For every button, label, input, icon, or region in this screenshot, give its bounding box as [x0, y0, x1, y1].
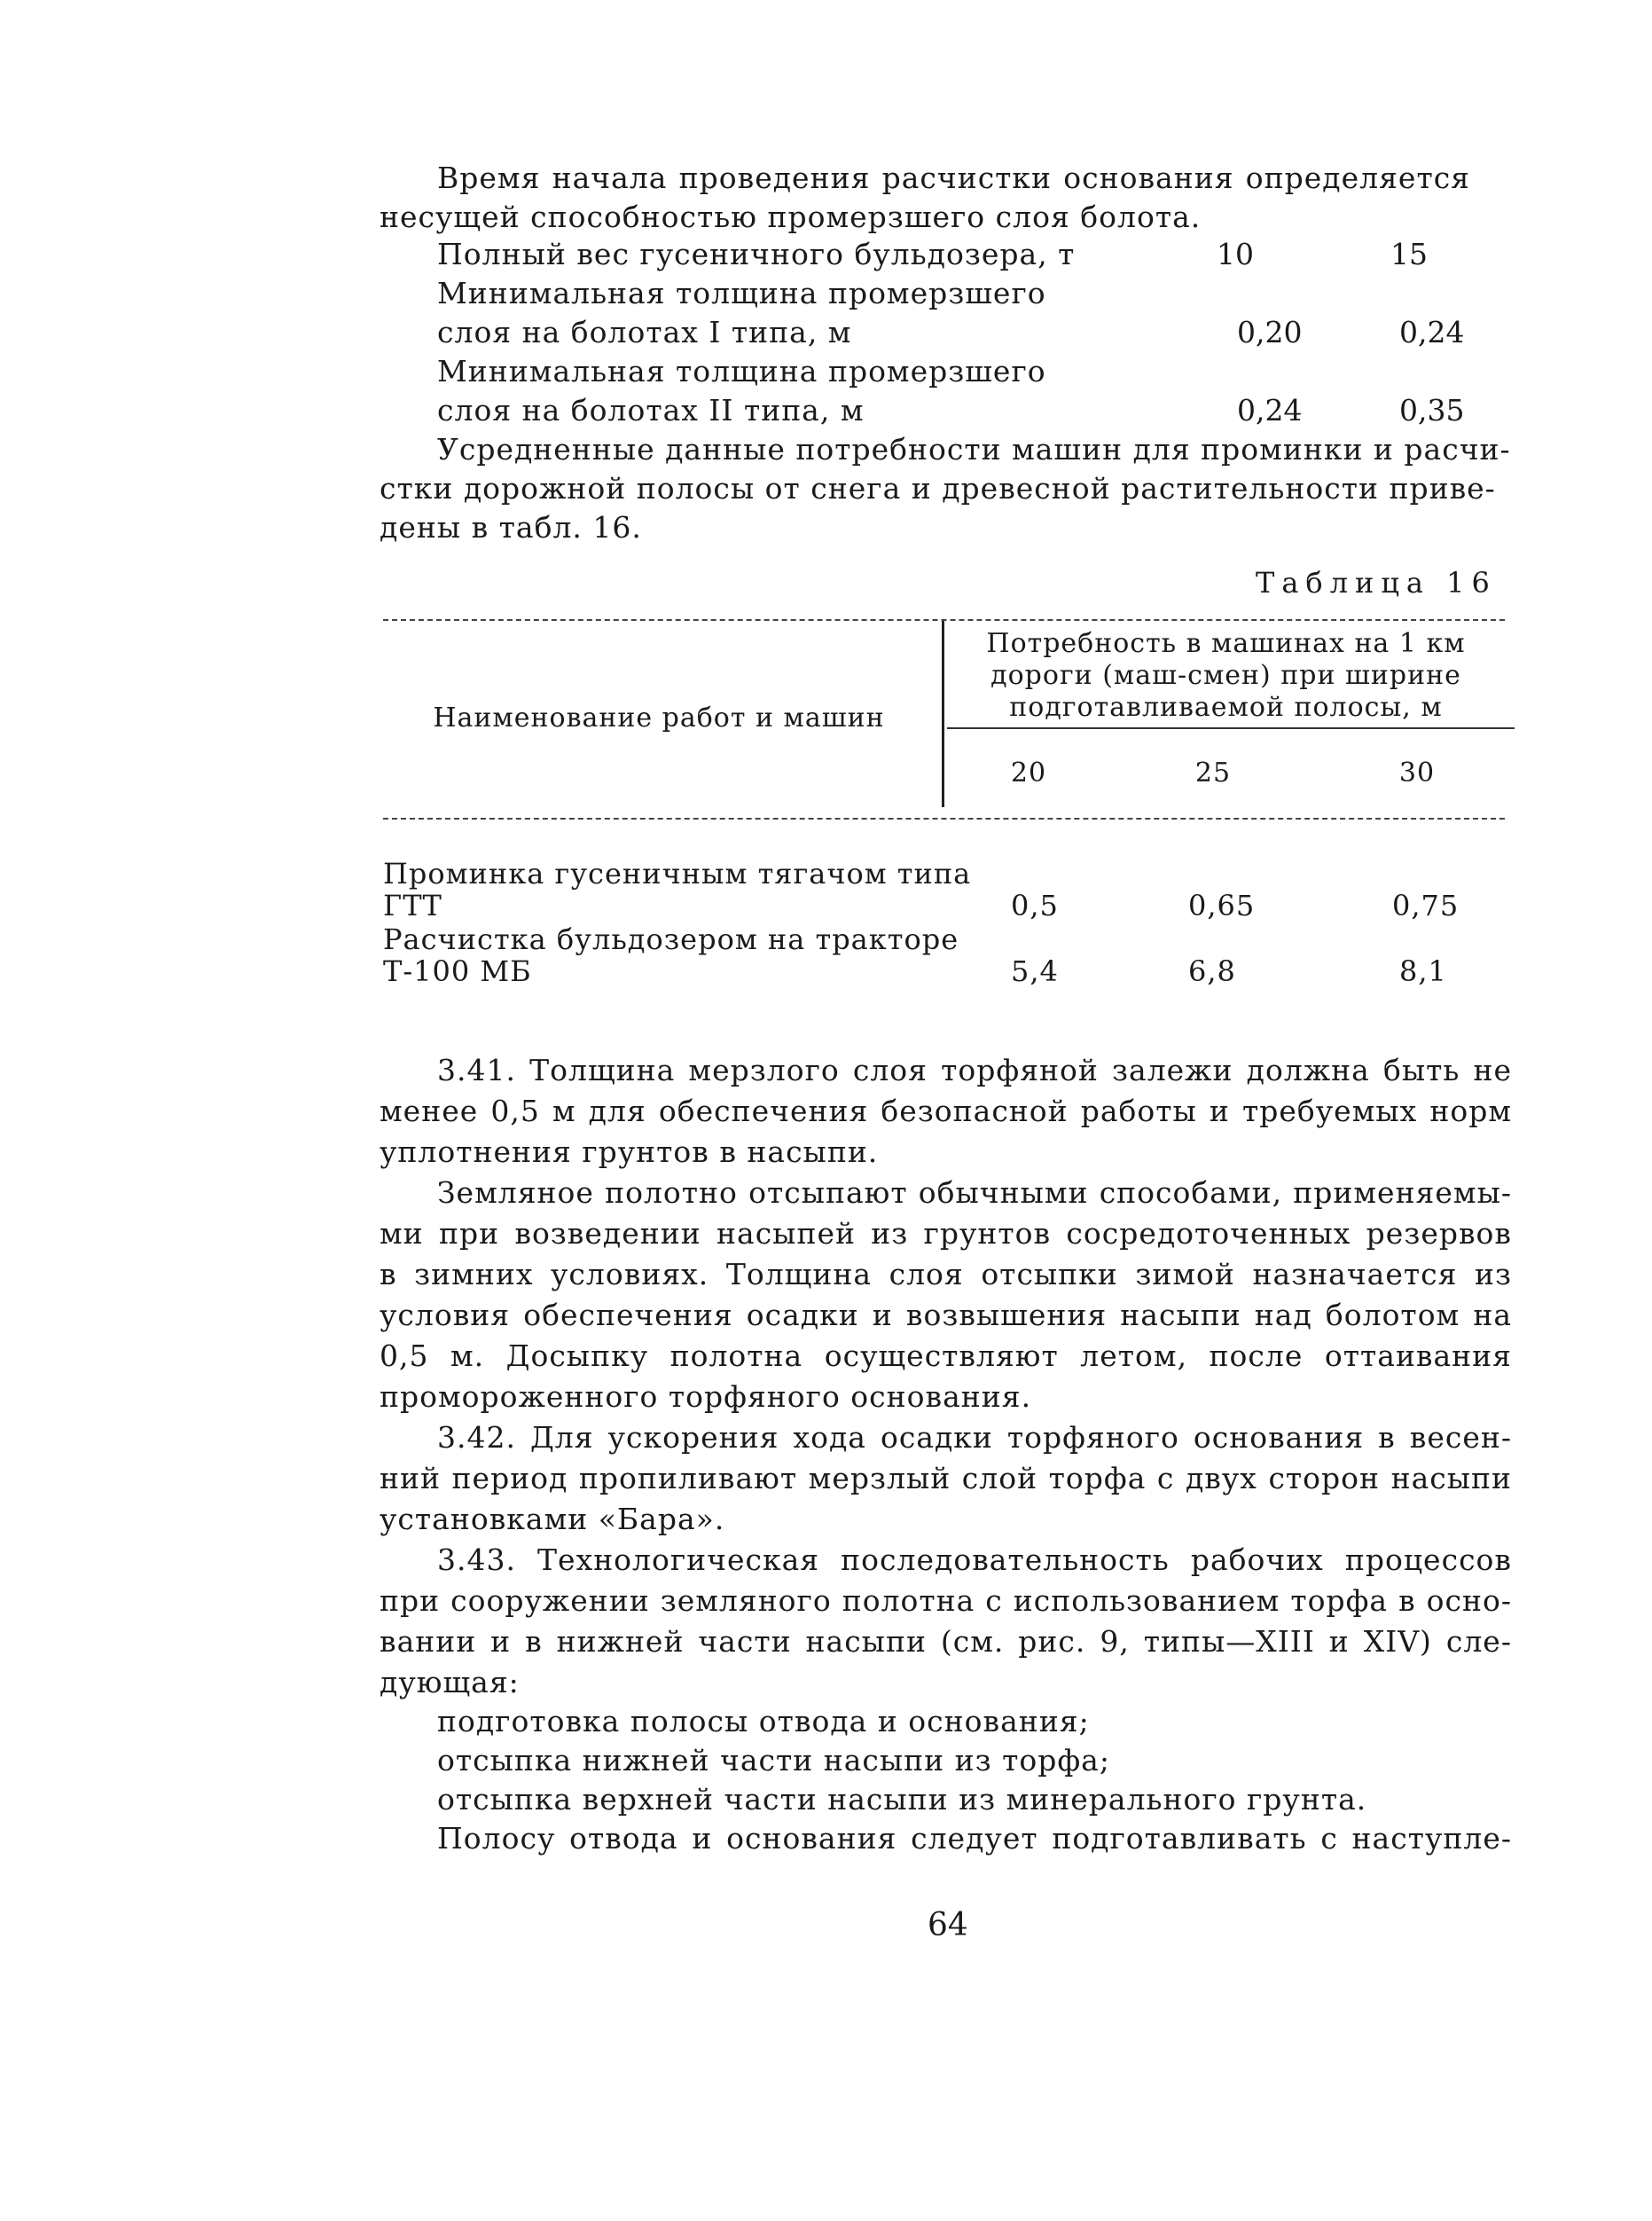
para-earth-line-1: Земляное полотно отсыпают обычными способами, применяемы-: [437, 1175, 1512, 1210]
table-row-2-name-a: Расчистка бульдозером на тракторе: [383, 922, 959, 956]
para-earth-line-3: в зимних условиях. Толщина слоя отсыпки зимой назначается из: [380, 1257, 1512, 1291]
table-width-header-20: 20: [1010, 757, 1047, 789]
para-earth-line-2: ми при возведении насыпей из грунтов сосредоточенных резервов: [380, 1216, 1512, 1251]
table-group-header-line-2: дороги (маш-смен) при ширине: [990, 660, 1461, 691]
page-number: 64: [928, 1907, 968, 1943]
table-subheader-rule: [947, 727, 1515, 729]
para-343-line-1: 3.43. Технологическая последовательность рабочих процессов: [437, 1542, 1512, 1577]
spec-row-3-value-1: 0,24: [1237, 393, 1303, 428]
para-343-line-3: вании и в нижней части насыпи (см. рис. 9, типы—XIII и XIV) сле-: [380, 1624, 1512, 1659]
para-343-line-4: дующая:: [380, 1665, 520, 1699]
para-341-line-2: менее 0,5 м для обеспечения безопасной работы и требуемых норм: [380, 1094, 1512, 1128]
para-342-line-1: 3.42. Для ускорения хода осадки торфяного основания в весен-: [437, 1420, 1512, 1455]
summary-line-2: стки дорожной полосы от снега и древесной растительности приве-: [380, 471, 1496, 506]
table-group-header-line-3: подготавливаемой полосы, м: [1009, 692, 1443, 723]
table-row-1-value-30: 0,75: [1392, 889, 1460, 922]
table-column-divider: [942, 621, 944, 807]
para-343-line-2: при сооружении земляного полотна с использованием торфа в осно-: [380, 1583, 1512, 1618]
table-group-header-line-1: Потребность в машинах на 1 км: [986, 628, 1466, 659]
para-earth-line-6: промороженного торфяного основания.: [380, 1379, 1032, 1414]
summary-line-3: дены в табл. 16.: [380, 510, 642, 545]
para-341-line-1: 3.41. Толщина мерзлого слоя торфяной залежи должна быть не: [437, 1053, 1512, 1087]
para-341-line-3: уплотнения грунтов в насыпи.: [380, 1134, 879, 1169]
table-width-header-25: 25: [1194, 757, 1232, 789]
spec-row-1-value-2: 15: [1390, 237, 1428, 271]
para-342-line-3: установками «Бара».: [380, 1502, 725, 1536]
spec-row-1-value-1: 10: [1217, 237, 1254, 271]
table-row-1-name-b: ГТТ: [383, 889, 442, 922]
para-earth-line-4: условия обеспечения осадки и возвышения насыпи над болотом на: [380, 1298, 1512, 1332]
table-row-2-name-b: Т-100 МБ: [383, 954, 532, 988]
intro-line-1: Время начала проведения расчистки основания определяется: [437, 161, 1470, 195]
spec-row-2-value-2: 0,24: [1399, 315, 1465, 349]
spec-row-3-label-b: слоя на болотах II типа, м: [437, 393, 865, 428]
table-row-2-value-30: 8,1: [1399, 954, 1447, 988]
spec-row-3-label-a: Минимальная толщина промерзшего: [437, 354, 1046, 388]
spec-row-2-label-b: слоя на болотах I типа, м: [437, 315, 852, 349]
table-header-bottom-rule: [383, 818, 1505, 820]
table-row-2-value-20: 5,4: [1011, 954, 1059, 988]
spec-row-2-value-1: 0,20: [1237, 315, 1303, 349]
step-2: отсыпка нижней части насыпи из торфа;: [437, 1743, 1110, 1778]
para-342-line-2: ний период пропиливают мерзлый слой торфа с двух сторон насыпи: [380, 1461, 1512, 1495]
spec-row-1-label: Полный вес гусеничного бульдозера, т: [437, 237, 1076, 271]
step-3: отсыпка верхней части насыпи из минерального грунта.: [437, 1782, 1367, 1817]
intro-line-2: несущей способностью промерзшего слоя болота.: [380, 200, 1202, 234]
step-1: подготовка полосы отвода и основания;: [437, 1704, 1090, 1738]
spec-row-2-label-a: Минимальная толщина промерзшего: [437, 276, 1046, 310]
table-col-name-header: Наименование работ и машин: [433, 702, 885, 734]
table-row-1-name-a: Проминка гусеничным тягачом типа: [383, 857, 972, 891]
para-earth-line-5: 0,5 м. Досыпку полотна осуществляют летом, после оттаивания: [380, 1338, 1512, 1373]
table-row-1-value-20: 0,5: [1011, 889, 1059, 922]
table-row-1-value-25: 0,65: [1188, 889, 1256, 922]
table-row-2-value-25: 6,8: [1188, 954, 1236, 988]
summary-line-1: Усредненные данные потребности машин для проминки и расчи-: [437, 432, 1511, 467]
table-caption: Таблица 16: [1256, 566, 1497, 600]
table-width-header-30: 30: [1398, 757, 1436, 789]
spec-row-3-value-2: 0,35: [1399, 393, 1465, 428]
last-line: Полосу отвода и основания следует подготавливать с наступле-: [437, 1821, 1512, 1856]
